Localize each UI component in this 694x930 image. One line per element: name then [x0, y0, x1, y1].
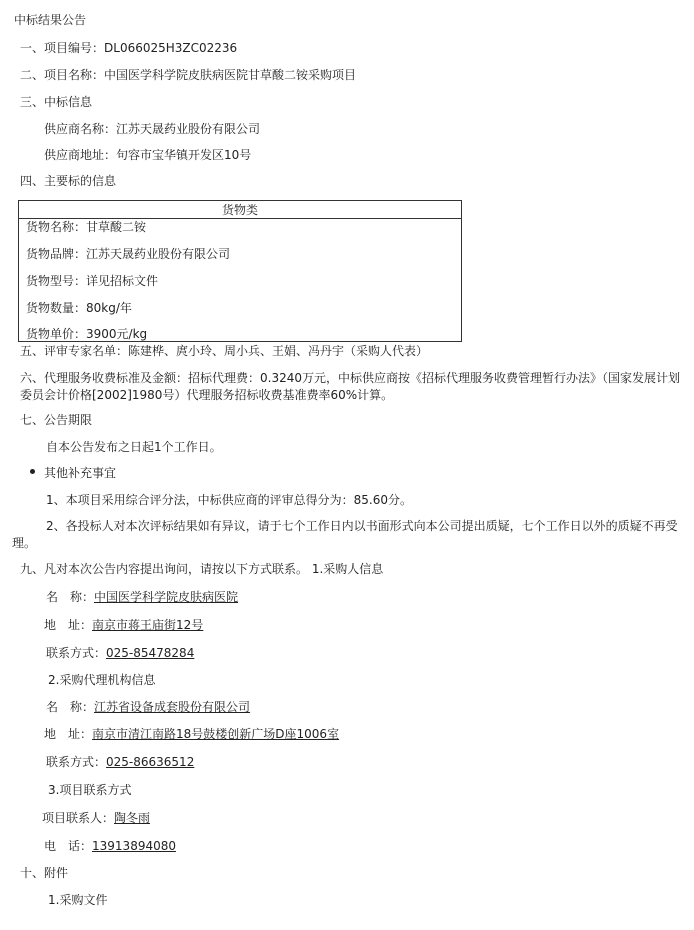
agency-address-label: 地 址： — [44, 727, 93, 741]
award-info-heading: 三、中标信息 — [20, 95, 93, 109]
supplementary-item-1: 1、本项目采用综合评分法，中标供应商的评审总得分为：85.60分。 — [46, 493, 412, 507]
agency-fee-paragraph: 六、代理服务收费标准及金额：招标代理费：0.3240万元，中标供应商按《招标代理服务收费管理暂行办法》（国家发展计划委员会计价格[2002]1980号）代理服务招标收费基准费率60%计算。 — [20, 371, 680, 402]
agency-contact: 025-86636512 — [106, 755, 195, 769]
project-number: DL066025H3ZC02236 — [104, 41, 238, 55]
agency-name: 江苏省设备成套股份有限公司 — [94, 700, 251, 714]
attachments-heading: 十、附件 — [20, 866, 69, 880]
supplementary-item-2: 2、各投标人对本次评标结果如有异议，请于七个工作日内以书面形式向本公司提出质疑，七个工作日以外的质疑不再受理。 — [12, 519, 678, 550]
buyer-address-line — [44, 617, 203, 633]
agency-address-line — [44, 726, 339, 742]
buyer-contact-label: 联系方式： — [46, 646, 107, 660]
page-title: 中标结果公告 — [14, 13, 87, 27]
goods-table — [18, 200, 462, 342]
notice-period-text: 自本公告发布之日起1个工作日。 — [46, 440, 222, 454]
agency-name-line — [46, 699, 250, 715]
goods-price-row: 货物单价：3900元/kg — [26, 327, 148, 341]
agency-name-label: 名 称： — [46, 700, 95, 714]
expert-list: 五、评审专家名单：陈建桦、庹小玲、周小兵、王娟、冯丹宇（采购人代表） — [20, 344, 429, 358]
project-person-label: 项目联系人： — [42, 811, 115, 825]
project-number-label: 一、项目编号： — [20, 41, 105, 55]
buyer-contact-line — [46, 645, 194, 661]
supplier-address: 供应商地址：句容市宝华镇开发区10号 — [44, 148, 252, 162]
buyer-name-label: 名 称： — [46, 590, 95, 604]
attachment-item-1: 1.采购文件 — [48, 893, 108, 907]
buyer-address-label: 地 址： — [44, 618, 93, 632]
project-phone-label: 电 话： — [44, 839, 93, 853]
goods-name-row: 货物名称：甘草酸二铵 — [26, 220, 147, 234]
agency-contact-line — [46, 754, 194, 770]
goods-model-row: 货物型号：详见招标文件 — [26, 274, 159, 288]
project-person: 陶冬雨 — [114, 811, 151, 825]
project-contact-heading: 3.项目联系方式 — [48, 783, 132, 797]
bullet-icon — [30, 469, 35, 474]
goods-table-header: 货物类 — [19, 201, 461, 219]
project-phone: 13913894080 — [92, 839, 176, 853]
buyer-name-line — [46, 589, 238, 605]
project-name-line: 二、项目名称：中国医学科学院皮肤病医院甘草酸二铵采购项目 — [20, 68, 357, 82]
contact-heading: 九、凡对本次公告内容提出询问，请按以下方式联系。 1.采购人信息 — [20, 562, 384, 576]
project-person-line — [42, 810, 150, 826]
buyer-name: 中国医学科学院皮肤病医院 — [94, 590, 239, 604]
buyer-address: 南京市蒋王庙街12号 — [92, 618, 204, 632]
supplementary-heading: 其他补充事宜 — [44, 466, 117, 480]
goods-brand-row: 货物品牌：江苏天晟药业股份有限公司 — [26, 247, 231, 261]
project-number-line — [20, 40, 237, 56]
notice-period-heading: 七、公告期限 — [20, 413, 93, 427]
agency-address: 南京市清江南路18号鼓楼创新广场D座1006室 — [92, 727, 340, 741]
supplier-name: 供应商名称：江苏天晟药业股份有限公司 — [44, 122, 261, 136]
buyer-contact: 025-85478284 — [106, 646, 195, 660]
goods-quantity-row: 货物数量：80kg/年 — [26, 301, 132, 315]
agency-heading: 2.采购代理机构信息 — [48, 673, 156, 687]
agency-contact-label: 联系方式： — [46, 755, 107, 769]
project-phone-line — [44, 838, 176, 854]
main-subject-heading: 四、主要标的信息 — [20, 174, 117, 188]
